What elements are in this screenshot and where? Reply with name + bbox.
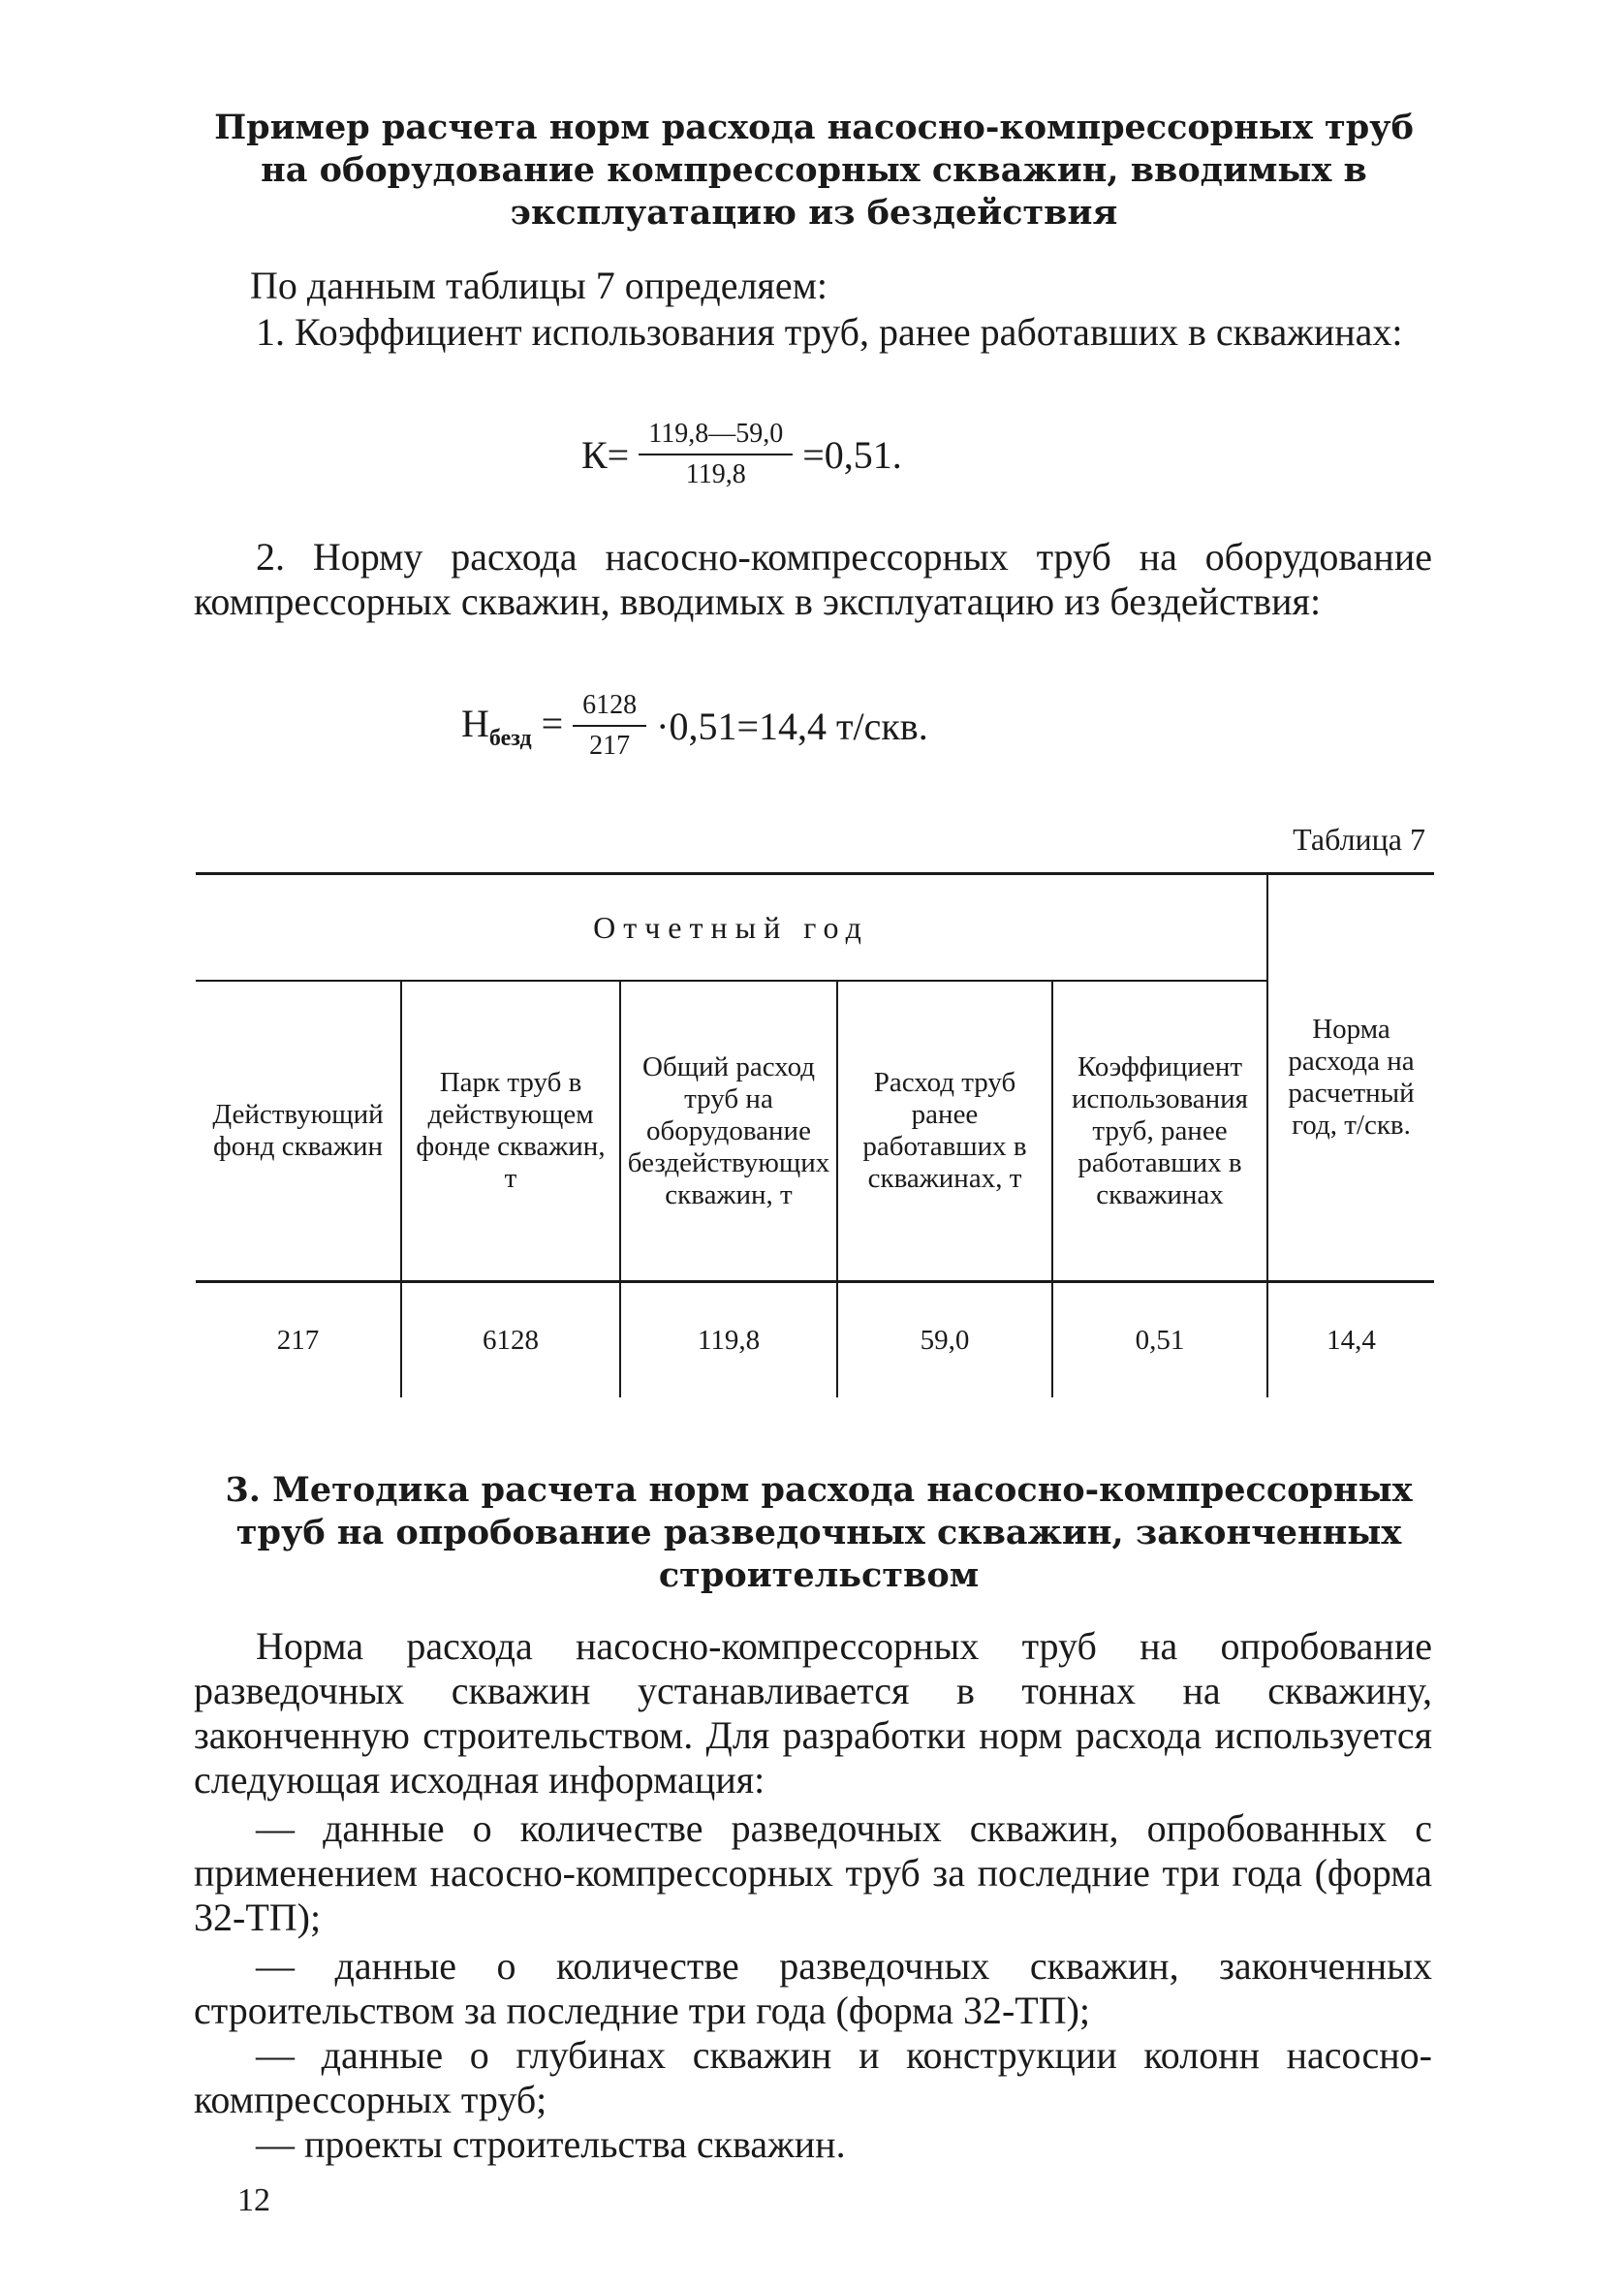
table-cell: 14,4 (1267, 1282, 1434, 1398)
formula2-rhs: ·0,51=14,4 т/скв. (656, 704, 928, 748)
formula2-fraction (573, 690, 646, 762)
table-cell: 0,51 (1052, 1282, 1267, 1398)
formula1-numerator: 119,8—59,0 (639, 419, 793, 455)
column-header: Коэффициент использования труб, ранее работавших в скважинах (1052, 981, 1267, 1282)
list-item: — данные о количестве разведочных скважин, законченных строительством за последние три года (форма 32-ТП); (194, 1944, 1432, 2032)
item-2-text: 2. Норму расхода насосно-компрессорных труб на оборудование компрессорных скважин, вводимых в эксплуатацию из бездействия: (194, 535, 1432, 623)
table-cell: 217 (276, 1324, 320, 1356)
group-header: Отчетный год (196, 874, 1267, 982)
column-header: Общий расход труб на оборудование бездействующих скважин, т (620, 981, 837, 1282)
formula-coefficient (581, 419, 902, 490)
column-header: Расход труб ранее работавших в скважинах, т (837, 981, 1052, 1282)
list-item: — данные о количестве разведочных скважин, опробованных с применением насосно-компрессорных труб за последние три года (форма 32-ТП); (194, 1806, 1432, 1939)
table-cell: 119,8 (620, 1282, 837, 1398)
norm-column-header: Норма расхода на расчетный год, т/скв. (1267, 874, 1434, 1282)
formula2-denominator: 217 (589, 731, 631, 761)
section-heading-methodology: 3. Методика расчета норм расхода насосно-компрессорных труб на опробование разведочных скважин, законченных строительством (225, 1470, 1413, 1595)
formula1-denominator: 119,8 (685, 459, 746, 489)
section-heading-example: Пример расчета норм расхода насосно-компрессорных труб на оборудование компрессорных скважин, вводимых в эксплуатацию из бездействия (214, 108, 1414, 233)
item-1-text: 1. Коэффициент использования труб, ранее работавших в скважинах: (256, 310, 1403, 354)
list-item: — проекты строительства скважин. (256, 2122, 846, 2166)
formula1-rhs: =0,51. (802, 432, 902, 477)
formula-norm (461, 690, 928, 762)
data-table (196, 872, 1434, 1397)
table-row (196, 1282, 1434, 1398)
page-number: 12 (237, 2182, 270, 2218)
table-cell: 59,0 (837, 1282, 1052, 1398)
list-item: — данные о глубинах скважин и конструкции колонн насосно-компрессорных труб; (194, 2033, 1432, 2121)
formula1-fraction (639, 419, 793, 490)
methodology-paragraph: Норма расхода насосно-компрессорных труб на опробование разведочных скважин устанавливается в тоннах на скважину, законченную строительством. Для разработки норм расхода используется следующая исходная информация: (194, 1624, 1432, 1802)
column-header: Парк труб в действующем фонде скважин, т (401, 981, 620, 1282)
column-header: Действующий фонд скважин (196, 981, 401, 1282)
intro-text: По данным таблицы 7 определяем: (250, 264, 828, 307)
table-cell: 6128 (401, 1282, 620, 1398)
formula1-lhs: К= (581, 432, 630, 477)
table-label: Таблица 7 (1293, 822, 1425, 857)
formula2-lhs: $Н_{безд}$ = (461, 701, 564, 751)
formula2-numerator: 6128 (573, 690, 646, 727)
formula2-subscript: безд (488, 725, 532, 751)
